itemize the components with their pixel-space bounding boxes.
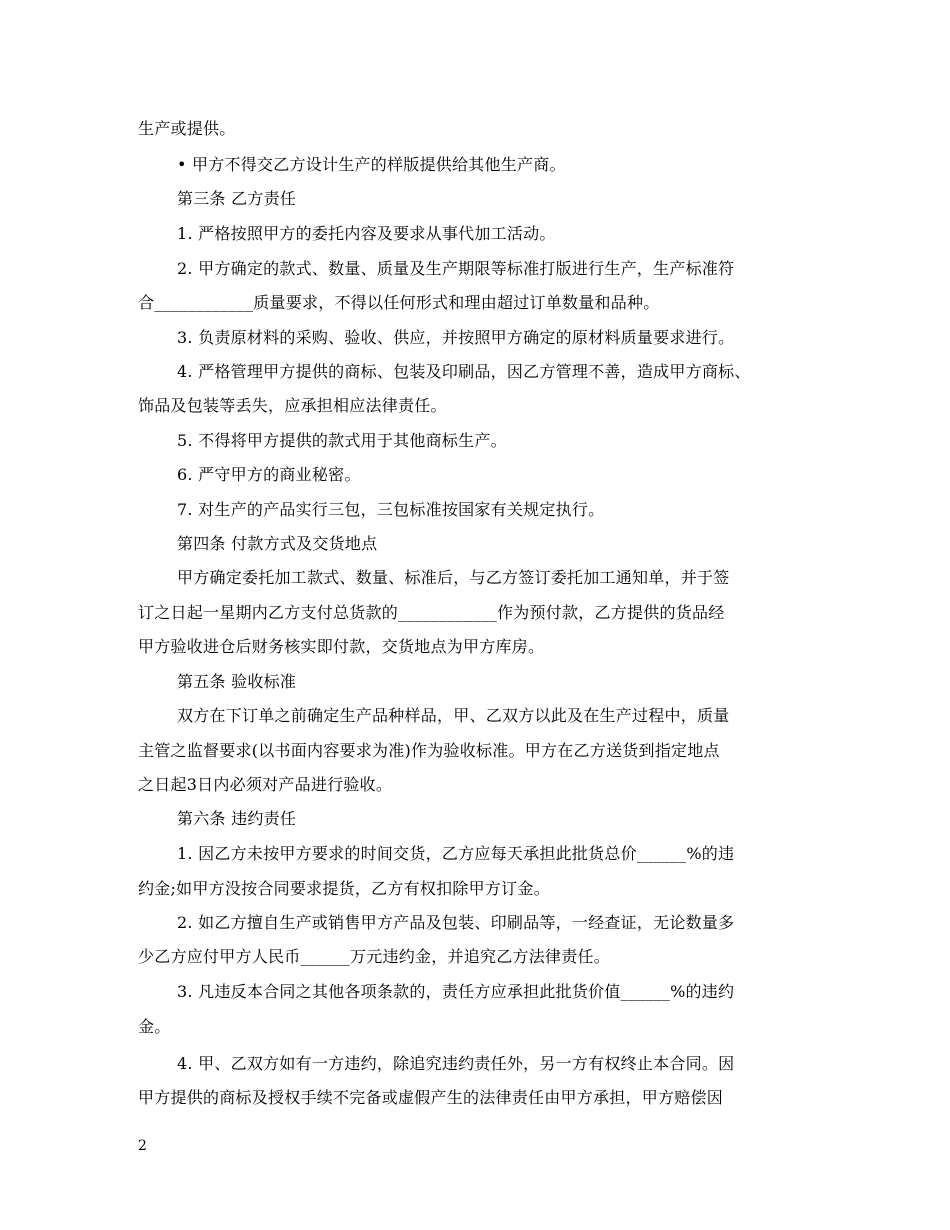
text-line: 金。 [138,1017,171,1036]
text-line: 甲方验收进仓后财务核实即付款，交货地点为甲方库房。 [138,637,545,656]
section-heading: 第四条 付款方式及交货地点 [177,534,378,553]
text-line: 少乙方应付甲方人民币______万元违约金，并追究乙方法律责任。 [138,947,611,966]
section-heading: 第六条 违约责任 [177,809,297,828]
text-line: 3. 负责原材料的采购、验收、供应，并按照甲方确定的原材料质量要求进行。 [177,328,735,347]
text-line: 之日起3日内必须对产品进行验收。 [138,775,393,794]
text-line: 1. 因乙方未按甲方要求的时间交货，乙方应每天承担此批货总价______%的违 [177,844,735,863]
text-line: 3. 凡违反本合同之其他各项条款的，责任方应承担此批货价值______%的违约 [177,982,735,1001]
text-line: 订之日起一星期内乙方支付总货款的____________作为预付款，乙方提供的货品经 [138,603,725,622]
text-line: 1. 严格按照甲方的委托内容及要求从事代加工活动。 [177,224,556,243]
text-line: 甲方提供的商标及授权手续不完备或虚假产生的法律责任由甲方承担，甲方赔偿因 [138,1088,724,1107]
bullet-line: • 甲方不得交乙方设计生产的样版提供给其他生产商。 [177,155,566,174]
text-line: 4. 严格管理甲方提供的商标、包装及印刷品，因乙方管理不善，造成甲方商标、 [177,362,751,381]
text-line: 约金;如甲方没按合同要求提货，乙方有权扣除甲方订金。 [138,879,550,898]
text-line: 2. 如乙方擅自生产或销售甲方产品及包装、印刷品等，一经查证，无论数量多 [177,913,735,932]
text-line: 4. 甲、乙双方如有一方违约，除追究违约责任外，另一方有权终止本合同。因 [177,1054,735,1073]
text-line: 饰品及包装等丢失，应承担相应法律责任。 [138,396,447,415]
page-number: 2 [138,1138,147,1154]
text-line: 合____________质量要求，不得以任何形式和理由超过订单数量和品种。 [138,293,660,312]
text-line: 生产或提供。 [138,119,236,138]
text-line: 主管之监督要求(以书面内容要求为准)作为验收标准。甲方在乙方送货到指定地点 [138,741,720,760]
text-line: 5. 不得将甲方提供的款式用于其他商标生产。 [177,431,507,450]
text-line: 6. 严守甲方的商业秘密。 [177,465,361,484]
text-line: 2. 甲方确定的款式、数量、质量及生产期限等标准打版进行生产，生产标准符 [177,259,735,278]
text-line: 双方在下订单之前确定生产品种样品，甲、乙双方以此及在生产过程中，质量 [177,706,730,725]
section-heading: 第三条 乙方责任 [177,189,297,208]
section-heading: 第五条 验收标准 [177,672,297,691]
text-line: 甲方确定委托加工款式、数量、标准后，与乙方签订委托加工通知单，并于签 [177,568,730,587]
text-line: 7. 对生产的产品实行三包，三包标准按国家有关规定执行。 [177,500,605,519]
